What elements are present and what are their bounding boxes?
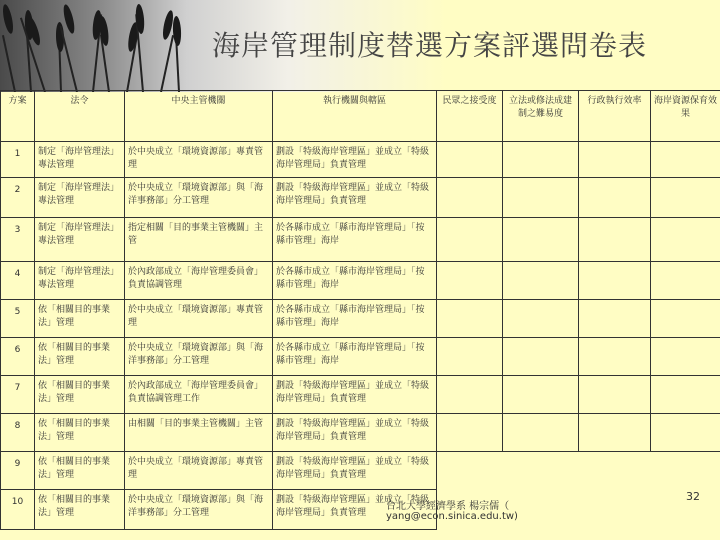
- table-row: [1, 376, 720, 414]
- scheme-number-cell: 1: [1, 142, 35, 178]
- admin-efficiency-cell[interactable]: [579, 414, 651, 452]
- conservation-effect-cell[interactable]: [651, 178, 720, 218]
- admin-efficiency-cell[interactable]: [579, 490, 651, 530]
- executing-agency-cell: 於各縣市成立「縣市海岸管理局」「按縣市管理」海岸: [273, 262, 437, 300]
- central-agency-cell: 由相關「目的事業主管機關」主管: [125, 414, 273, 452]
- table-row: [1, 300, 720, 338]
- central-agency-cell: 於內政部成立「海岸管理委員會」負責協調管理工作: [125, 376, 273, 414]
- law-cell: 制定「海岸管理法」專法管理: [35, 178, 125, 218]
- legislation-difficulty-cell[interactable]: [503, 490, 579, 530]
- scheme-number-cell: 6: [1, 338, 35, 376]
- col-header-public-acceptance: 民眾之接受度: [437, 91, 503, 142]
- admin-efficiency-cell[interactable]: [579, 218, 651, 262]
- col-header-conservation-effect: 海岸資源保育效果: [651, 91, 720, 142]
- legislation-difficulty-cell[interactable]: [503, 262, 579, 300]
- public-acceptance-cell[interactable]: [437, 218, 503, 262]
- law-cell: 依「相關目的事業法」管理: [35, 300, 125, 338]
- wheat-stalk: [60, 26, 78, 92]
- table-row: [1, 142, 720, 178]
- survey-table: [0, 90, 720, 530]
- central-agency-cell: 於中央成立「環境資源部」與「海洋事務部」分工管理: [125, 338, 273, 376]
- page-title: 海岸管理制度替選方案評選問卷表: [212, 29, 648, 62]
- law-cell: 依「相關目的事業法」管理: [35, 338, 125, 376]
- executing-agency-cell: 於各縣市成立「縣市海岸管理局」「按縣市管理」海岸: [273, 338, 437, 376]
- page-number: 32: [686, 490, 700, 503]
- legislation-difficulty-cell[interactable]: [503, 178, 579, 218]
- scheme-number-cell: 4: [1, 262, 35, 300]
- col-header-admin-efficiency: 行政執行效率: [579, 91, 651, 142]
- law-cell: 依「相關目的事業法」管理: [35, 414, 125, 452]
- wheat-head: [1, 3, 15, 34]
- conservation-effect-cell[interactable]: [651, 452, 720, 490]
- wheat-stalk: [160, 35, 174, 92]
- table-row: [1, 178, 720, 218]
- conservation-effect-cell[interactable]: [651, 142, 720, 178]
- executing-agency-cell: 劃設「特級海岸管理區」並成立「特級海岸管理局」負責管理: [273, 376, 437, 414]
- admin-efficiency-cell[interactable]: [579, 262, 651, 300]
- scheme-number-cell: 7: [1, 376, 35, 414]
- central-agency-cell: 於中央成立「環境資源部」專責管理: [125, 452, 273, 490]
- col-header-law: 法令: [35, 91, 125, 142]
- admin-efficiency-cell[interactable]: [579, 376, 651, 414]
- public-acceptance-cell[interactable]: [437, 142, 503, 178]
- central-agency-cell: 於中央成立「環境資源部」與「海洋事務部」分工管理: [125, 178, 273, 218]
- admin-efficiency-cell[interactable]: [579, 142, 651, 178]
- executing-agency-cell: 劃設「特級海岸管理區」並成立「特級海岸管理局」負責管理: [273, 142, 437, 178]
- table-row: [1, 338, 720, 376]
- law-cell: 依「相關目的事業法」管理: [35, 376, 125, 414]
- legislation-difficulty-cell[interactable]: [503, 338, 579, 376]
- legislation-difficulty-cell[interactable]: [503, 142, 579, 178]
- law-cell: 依「相關目的事業法」管理: [35, 452, 125, 490]
- col-header-central-agency: 中央主管機關: [125, 91, 273, 142]
- col-header-legislation-difficulty: 立法或修法成建制之難易度: [503, 91, 579, 142]
- conservation-effect-cell[interactable]: [651, 300, 720, 338]
- legislation-difficulty-cell[interactable]: [503, 376, 579, 414]
- wheat-stalk: [2, 35, 16, 92]
- table-row: [1, 452, 720, 490]
- scheme-number-cell: 8: [1, 414, 35, 452]
- executing-agency-cell: 劃設「特級海岸管理區」並成立「特級海岸管理局」負責管理: [273, 414, 437, 452]
- footer-email: yang@econ.sinica.edu.tw): [386, 511, 518, 522]
- admin-efficiency-cell[interactable]: [579, 338, 651, 376]
- central-agency-cell: 於內政部成立「海岸管理委員會」負責協調管理: [125, 262, 273, 300]
- scheme-number-cell: 5: [1, 300, 35, 338]
- col-header-executing-agency: 執行機關與轄區: [273, 91, 437, 142]
- wheat-head: [172, 16, 182, 46]
- law-cell: 依「相關目的事業法」管理: [35, 490, 125, 530]
- admin-efficiency-cell[interactable]: [579, 178, 651, 218]
- scheme-number-cell: 9: [1, 452, 35, 490]
- scheme-number-cell: 10: [1, 490, 35, 530]
- conservation-effect-cell[interactable]: [651, 414, 720, 452]
- central-agency-cell: 於中央成立「環境資源部」專責管理: [125, 300, 273, 338]
- legislation-difficulty-cell[interactable]: [503, 414, 579, 452]
- admin-efficiency-cell[interactable]: [579, 452, 651, 490]
- public-acceptance-cell[interactable]: [437, 414, 503, 452]
- law-cell: 制定「海岸管理法」專法管理: [35, 218, 125, 262]
- header-row: [1, 91, 720, 142]
- conservation-effect-cell[interactable]: [651, 262, 720, 300]
- col-header-scheme: 方案: [1, 91, 35, 142]
- public-acceptance-cell[interactable]: [437, 376, 503, 414]
- law-cell: 制定「海岸管理法」專法管理: [35, 262, 125, 300]
- executing-agency-cell: 劃設「特級海岸管理區」並成立「特級海岸管理局」負責管理: [273, 452, 437, 490]
- conservation-effect-cell[interactable]: [651, 338, 720, 376]
- executing-agency-cell: 劃設「特級海岸管理區」並成立「特級海岸管理局」負責管理: [273, 490, 437, 530]
- scheme-number-cell: 2: [1, 178, 35, 218]
- table-row: [1, 262, 720, 300]
- legislation-difficulty-cell[interactable]: [503, 452, 579, 490]
- footer-author: 台北大學經濟學系 楊宗儒（: [386, 501, 510, 512]
- public-acceptance-cell[interactable]: [437, 178, 503, 218]
- executing-agency-cell: 於各縣市成立「縣市海岸管理局」「按縣市管理」海岸: [273, 218, 437, 262]
- table-row: [1, 490, 720, 530]
- executing-agency-cell: 於各縣市成立「縣市海岸管理局」「按縣市管理」海岸: [273, 300, 437, 338]
- executing-agency-cell: 劃設「特級海岸管理區」並成立「特級海岸管理局」負責管理: [273, 178, 437, 218]
- public-acceptance-cell[interactable]: [437, 300, 503, 338]
- public-acceptance-cell[interactable]: [437, 262, 503, 300]
- conservation-effect-cell[interactable]: [651, 376, 720, 414]
- table-row: [1, 414, 720, 452]
- header-banner: [0, 0, 720, 92]
- central-agency-cell: 於中央成立「環境資源部」專責管理: [125, 142, 273, 178]
- law-cell: 制定「海岸管理法」專法管理: [35, 142, 125, 178]
- legislation-difficulty-cell[interactable]: [503, 300, 579, 338]
- public-acceptance-cell[interactable]: [437, 452, 503, 490]
- scheme-number-cell: 3: [1, 218, 35, 262]
- table-row: [1, 218, 720, 262]
- conservation-effect-cell[interactable]: [651, 218, 720, 262]
- central-agency-cell: 指定相關「目的事業主管機關」主管: [125, 218, 273, 262]
- central-agency-cell: 於中央成立「環境資源部」與「海洋事務部」分工管理: [125, 490, 273, 530]
- legislation-difficulty-cell[interactable]: [503, 218, 579, 262]
- admin-efficiency-cell[interactable]: [579, 300, 651, 338]
- public-acceptance-cell[interactable]: [437, 338, 503, 376]
